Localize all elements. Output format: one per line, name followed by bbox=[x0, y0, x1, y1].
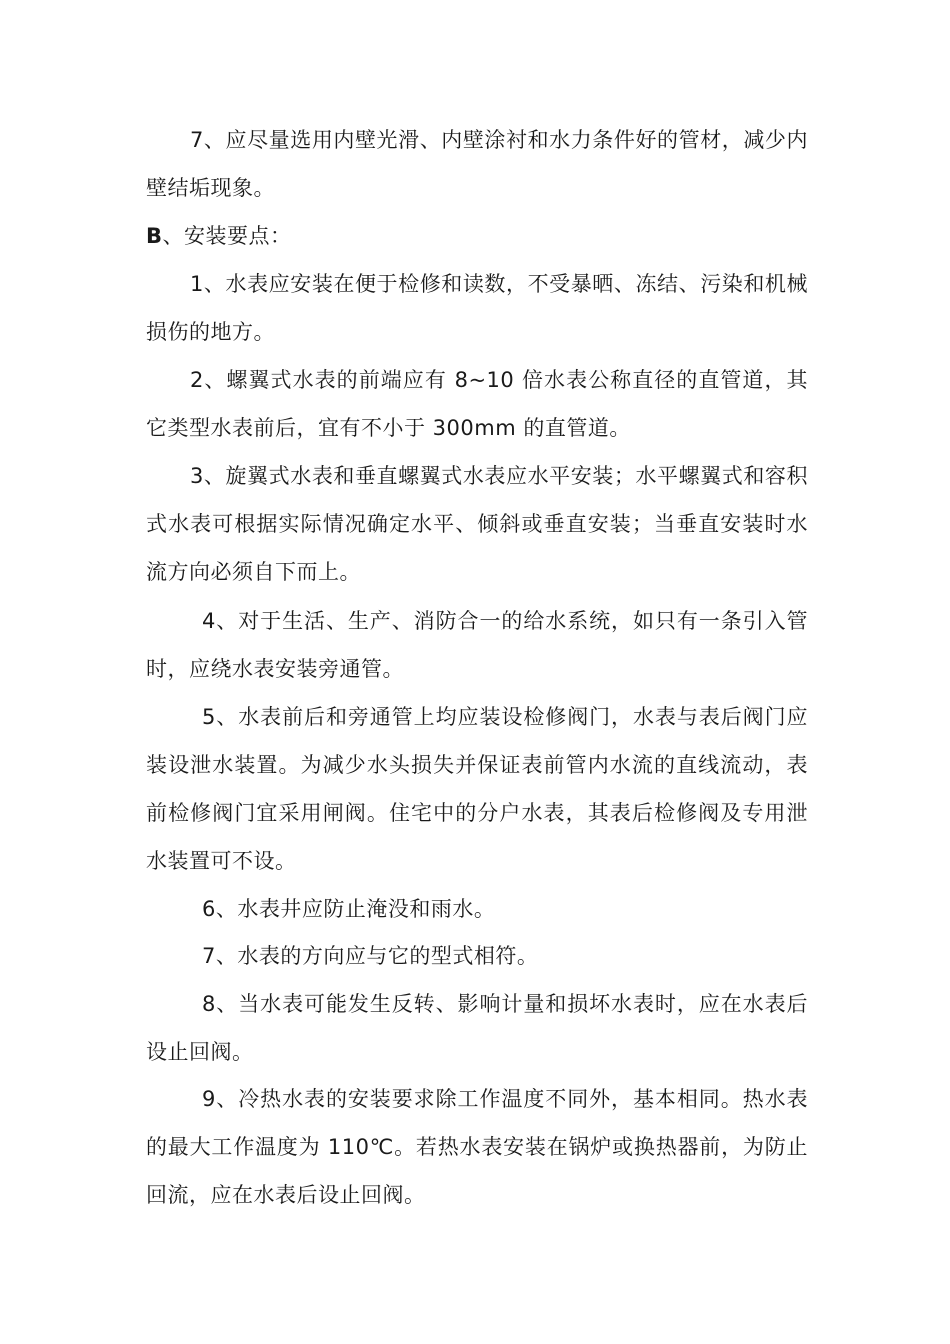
install-item-9 bbox=[146, 1075, 808, 1219]
section-heading-installation bbox=[146, 212, 808, 260]
paragraph-text: 3、旋翼式水表和垂直螺翼式水表应水平安装；水平螺翼式和容积式水表可根据实际情况确定水平、倾斜或垂直安装；当垂直安装时水流方向必须自下而上。 bbox=[146, 464, 808, 584]
section-marker: B bbox=[146, 224, 163, 248]
paragraph-text: 2、螺翼式水表的前端应有 8~10 倍水表公称直径的直管道，其它类型水表前后，宜有不小于 300mm 的直管道。 bbox=[146, 368, 808, 440]
install-item-1 bbox=[146, 260, 808, 356]
paragraph-text: 1、水表应安装在便于检修和读数，不受暴晒、冻结、污染和机械损伤的地方。 bbox=[146, 272, 808, 344]
install-item-5 bbox=[146, 693, 808, 885]
install-item-2 bbox=[146, 356, 808, 452]
paragraph-text: 8、当水表可能发生反转、影响计量和损坏水表时，应在水表后设止回阀。 bbox=[146, 992, 808, 1064]
section-title: 、安装要点： bbox=[162, 224, 292, 248]
paragraph-text: 7、水表的方向应与它的型式相符。 bbox=[202, 944, 539, 968]
install-item-3 bbox=[146, 452, 808, 596]
paragraph-text: 5、水表前后和旁通管上均应装设检修阀门，水表与表后阀门应装设泄水装置。为减少水头损失并保证表前管内水流的直线流动，表前检修阀门宜采用闸阀。住宅中的分户水表，其表后检修阀及专用泄水装置可不设。 bbox=[146, 705, 808, 873]
paragraph-text: 7、应尽量选用内壁光滑、内壁涂衬和水力条件好的管材，减少内壁结垢现象。 bbox=[146, 128, 808, 200]
install-item-6 bbox=[146, 885, 808, 933]
install-item-4 bbox=[146, 597, 808, 693]
paragraph-text: 9、冷热水表的安装要求除工作温度不同外，基本相同。热水表的最大工作温度为 110℃。若热水表安装在锅炉或换热器前，为防止回流，应在水表后设止回阀。 bbox=[146, 1087, 808, 1207]
paragraph-text: 6、水表井应防止淹没和雨水。 bbox=[202, 897, 496, 921]
install-item-8 bbox=[146, 980, 808, 1076]
paragraph-pipe-material bbox=[146, 116, 808, 212]
paragraph-text: 4、对于生活、生产、消防合一的给水系统，如只有一条引入管时，应绕水表安装旁通管。 bbox=[146, 609, 808, 681]
install-item-7 bbox=[146, 932, 808, 980]
